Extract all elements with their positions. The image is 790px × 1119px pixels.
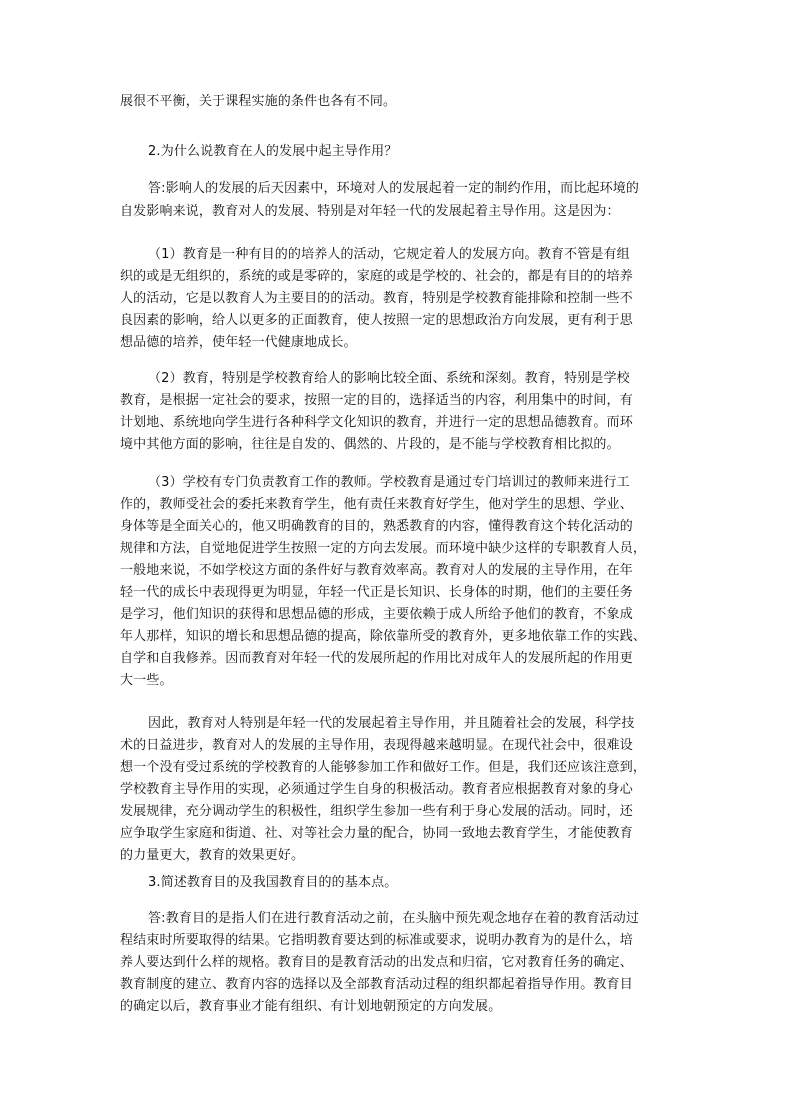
text-line: 想品德的培养，使年轻一代健康地成长。	[120, 335, 357, 350]
text-line: 轻一代的成长中表现得更为明显，年轻一代正是长知识、长身体的时期，他们的主要任务	[120, 585, 633, 600]
text-line: 教育制度的建立、教育内容的选择以及全部教育活动过程的组织都起着指导作用。教育目	[120, 977, 633, 992]
text-line: （1）教育是一种有目的的培养人的活动，它规定着人的发展方向。教育不管是有组	[148, 247, 630, 262]
text-line: 大一些。	[120, 673, 173, 688]
text-line: （2）教育，特别是学校教育给人的影响比较全面、系统和深刻。教育，特别是学校	[148, 371, 630, 386]
text-line: 想一个没有受过系统的学校教育的人能够参加工作和做好工作。但是，我们还应该注意到，	[120, 760, 647, 775]
text-line: 答:教育目的是指人们在进行教育活动之前，在头脑中预先观念地存在着的教育活动过	[148, 911, 640, 926]
text-line: 年人那样，知识的增长和思想品德的提高，除依靠所受的教育外，更多地依靠工作的实践、	[120, 629, 647, 644]
text-line: 织的或是无组织的，系统的或是零碎的，家庭的或是学校的、社会的，都是有目的的培养	[120, 269, 633, 284]
text-line: 程结束时所要取得的结果。它指明教育要达到的标准或要求，说明办教育为的是什么，培	[120, 933, 633, 948]
text-line: 自学和自我修养。因而教育对年轻一代的发展所起的作用比对成年人的发展所起的作用更	[120, 651, 633, 666]
text-line: 答:影响人的发展的后天因素中，环境对人的发展起着一定的制约作用，而比起环境的	[148, 181, 640, 196]
text-line: 作的，教师受社会的委托来教育学生，他有责任来教育好学生，他对学生的思想、学业、	[120, 497, 633, 512]
text-line: 规律和方法，自觉地促进学生按照一定的方向去发展。而环境中缺少这样的专职教育人员，	[120, 541, 647, 556]
text-line: 一般地来说，不如学校这方面的条件好与教育效率高。教育对人的发展的主导作用，在年	[120, 563, 633, 578]
text-line: 的力量更大，教育的效果更好。	[120, 848, 305, 863]
text-line: 展很不平衡，关于课程实施的条件也各有不同。	[120, 94, 397, 109]
text-line: 的确定以后，教育事业才能有组织、有计划地朝预定的方向发展。	[120, 999, 502, 1014]
text-line: 学校教育主导作用的实现，必须通过学生自身的积极活动。教育者应根据教育对象的身心	[120, 782, 633, 797]
text-line: 应争取学生家庭和街道、社、对等社会力量的配合，协同一致地去教育学生，才能使教育	[120, 826, 633, 841]
text-line: 是学习，他们知识的获得和思想品德的形成，主要依赖于成人所给予他们的教育，不象成	[120, 607, 633, 622]
text-line: 境中其他方面的影响，往往是自发的、偶然的、片段的，是不能与学校教育相比拟的。	[120, 437, 620, 452]
text-line: 身体等是全面关心的，他又明确教育的目的，熟悉教育的内容，懂得教育这个转化活动的	[120, 519, 633, 534]
text-line: （3）学校有专门负责教育工作的教师。学校教育是通过专门培训过的教师来进行工	[148, 475, 630, 490]
question-heading: 3.简述教育目的及我国教育目的的基本点。	[148, 875, 398, 890]
text-line: 术的日益进步，教育对人的发展的主导作用，表现得越来越明显。在现代社会中，很难设	[120, 738, 633, 753]
text-line: 教育，是根据一定社会的要求，按照一定的目的，选择适当的内容，利用集中的时间，有	[120, 393, 633, 408]
text-line: 因此，教育对人特别是年轻一代的发展起着主导作用，并且随着社会的发展，科学技	[148, 716, 635, 731]
text-line: 计划地、系统地向学生进行各种科学文化知识的教育，并进行一定的思想品德教育。而环	[120, 415, 633, 430]
text-line: 自发影响来说，教育对人的发展、特别是对年轻一代的发展起着主导作用。这是因为：	[120, 204, 620, 219]
text-line: 养人要达到什么样的规格。教育目的是教育活动的出发点和归宿，它对教育任务的确定、	[120, 955, 633, 970]
text-line: 人的活动，它是以教育人为主要目的的活动。教育，特别是学校教育能排除和控制一些不	[120, 291, 633, 306]
text-line: 良因素的影响，给人以更多的正面教育，使人按照一定的思想政治方向发展，更有利于思	[120, 313, 633, 328]
question-heading: 2.为什么说教育在人的发展中起主导作用？	[148, 144, 398, 159]
text-line: 发展规律，充分调动学生的积极性，组织学生参加一些有利于身心发展的活动。同时，还	[120, 804, 633, 819]
